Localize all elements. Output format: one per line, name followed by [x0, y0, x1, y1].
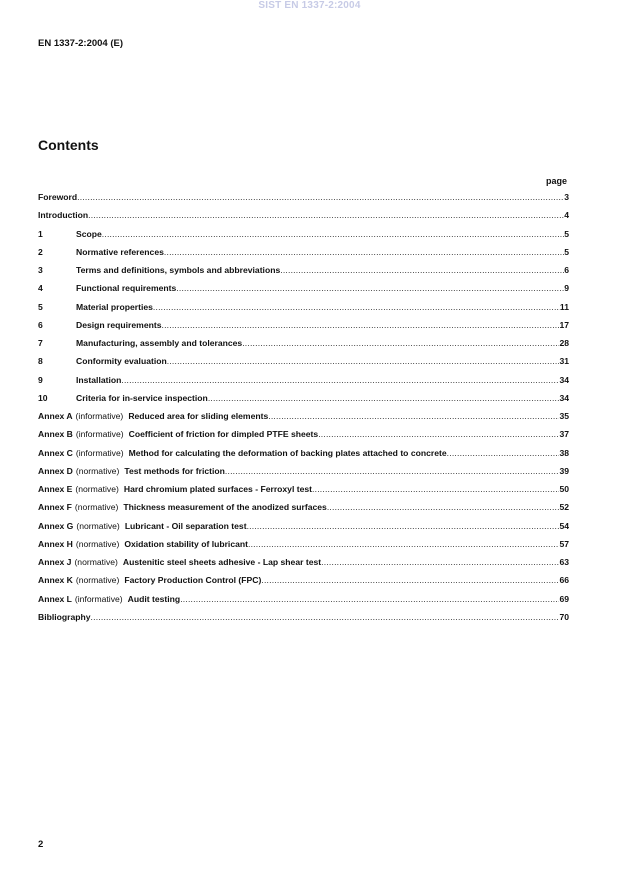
toc-entry-page: 38 — [559, 447, 569, 458]
dot-leader — [268, 411, 559, 421]
dot-leader — [247, 521, 560, 531]
toc-entry-title: Normative references — [76, 246, 164, 257]
toc-entry-annex-b[interactable] — [38, 429, 569, 447]
annex-type: (informative) — [74, 593, 123, 604]
toc-entry-clause-7[interactable] — [38, 338, 569, 356]
toc-entry-title: Lubricant - Oil separation test — [124, 520, 247, 531]
toc-entry-number: 3 — [38, 265, 43, 275]
toc-entry-title: Scope — [76, 228, 102, 239]
toc-entry-page: 69 — [559, 593, 569, 604]
toc-entry-clause-9[interactable] — [38, 375, 569, 393]
toc-entry-page: 17 — [559, 319, 569, 330]
dot-leader — [327, 502, 560, 512]
annex-type: (normative) — [75, 484, 119, 494]
annex-label: Annex G — [38, 520, 74, 531]
toc-entry-page: 52 — [559, 502, 569, 513]
toc-entry-page: 54 — [559, 520, 569, 531]
toc-entry-clause-5[interactable] — [38, 302, 569, 320]
toc-entry-clause-8[interactable] — [38, 356, 569, 374]
toc-entry-number: 10 — [38, 392, 48, 403]
page-number: 2 — [38, 839, 44, 850]
toc-entry-bibliography[interactable] — [38, 612, 569, 630]
dot-leader — [225, 466, 560, 476]
dot-leader — [153, 302, 560, 312]
page-column-label: page — [545, 176, 567, 186]
toc-entry-annex-g[interactable] — [38, 521, 569, 539]
toc-entry-annex-l[interactable] — [38, 594, 569, 612]
dot-leader — [102, 229, 564, 239]
toc-entry-number: 2 — [38, 246, 43, 257]
toc-entry-clause-10[interactable] — [38, 393, 569, 411]
toc-entry-page: 35 — [559, 411, 569, 421]
dot-leader — [167, 356, 560, 366]
toc-entry-clause-6[interactable] — [38, 320, 569, 338]
dot-leader — [180, 594, 559, 604]
toc-entry-annex-h[interactable] — [38, 539, 569, 557]
toc-entry-annex-f[interactable] — [38, 502, 569, 520]
toc-entry-page: 3 — [564, 192, 569, 202]
toc-entry-title: Coefficient of friction for dimpled PTFE sheets — [128, 429, 319, 440]
toc-entry-page: 31 — [559, 356, 569, 367]
toc-entry-title: Austenitic steel sheets adhesive - Lap shear test — [122, 557, 322, 567]
watermark: SIST EN 1337-2:2004 — [258, 0, 361, 11]
toc-entry-title: Installation — [76, 374, 122, 385]
toc-entry-page: 34 — [559, 392, 569, 403]
toc-entry-page: 28 — [559, 338, 569, 348]
document-id: EN 1337-2:2004 (E) — [38, 38, 124, 49]
table-of-contents — [38, 192, 569, 630]
annex-type: (normative) — [74, 557, 118, 567]
toc-entry-page: 5 — [564, 246, 569, 257]
annex-type: (normative) — [75, 538, 120, 549]
toc-entry-page: 5 — [564, 228, 569, 239]
dot-leader — [248, 539, 559, 549]
annex-label: Annex F — [38, 502, 72, 513]
toc-entry-page: 37 — [559, 429, 569, 440]
toc-entry-page: 50 — [559, 484, 569, 494]
toc-entry-clause-2[interactable] — [38, 247, 569, 265]
dot-leader — [176, 283, 564, 293]
annex-label: Annex K — [38, 575, 73, 586]
annex-type: (informative) — [75, 429, 124, 440]
toc-entry-page: 11 — [559, 301, 569, 312]
toc-entry-clause-1[interactable] — [38, 229, 569, 247]
toc-entry-annex-k[interactable] — [38, 575, 569, 593]
annex-label: Annex L — [38, 593, 72, 604]
toc-entry-page: 66 — [559, 575, 569, 586]
toc-entry-title: Factory Production Control (FPC) — [124, 575, 262, 586]
annex-label: Annex E — [38, 484, 73, 494]
toc-entry-title: Test methods for friction — [124, 465, 225, 476]
dot-leader — [280, 265, 564, 275]
dot-leader — [164, 247, 564, 257]
toc-entry-title: Foreword — [38, 192, 78, 202]
toc-entry-title: Audit testing — [127, 593, 181, 604]
annex-type: (informative) — [75, 447, 124, 458]
toc-entry-annex-c[interactable] — [38, 448, 569, 466]
annex-type: (normative) — [75, 465, 120, 476]
toc-entry-annex-j[interactable] — [38, 557, 569, 575]
dot-leader — [312, 484, 559, 494]
annex-label: Annex C — [38, 447, 73, 458]
toc-entry-page: 57 — [559, 538, 569, 549]
annex-type: (normative) — [76, 520, 120, 531]
annex-type: (normative) — [74, 502, 119, 513]
toc-entry-title: Introduction — [38, 210, 89, 221]
toc-entry-annex-d[interactable] — [38, 466, 569, 484]
toc-entry-annex-a[interactable] — [38, 411, 569, 429]
annex-label: Annex J — [38, 557, 72, 567]
toc-entry-number: 8 — [38, 356, 43, 367]
toc-entry-number: 5 — [38, 301, 43, 312]
annex-label: Annex B — [38, 429, 73, 440]
dot-leader — [242, 338, 559, 348]
toc-entry-title: Reduced area for sliding elements — [128, 411, 269, 421]
toc-entry-clause-4[interactable] — [38, 283, 569, 301]
annex-type: (normative) — [75, 575, 120, 586]
toc-entry-title: Design requirements — [76, 319, 162, 330]
toc-entry-title: Oxidation stability of lubricant — [124, 538, 248, 549]
toc-entry-introduction[interactable] — [38, 210, 569, 228]
toc-entry-title: Manufacturing, assembly and tolerances — [76, 338, 243, 348]
toc-entry-number: 6 — [38, 319, 43, 330]
dot-leader — [88, 210, 564, 220]
toc-entry-page: 63 — [559, 557, 569, 567]
toc-entry-number: 9 — [38, 374, 43, 385]
toc-entry-annex-e[interactable] — [38, 484, 569, 502]
annex-type: (informative) — [75, 411, 124, 421]
toc-entry-number: 4 — [38, 283, 43, 294]
page-title: Contents — [38, 137, 99, 153]
dot-leader — [318, 429, 559, 439]
toc-entry-page: 9 — [564, 283, 569, 294]
toc-entry-title: Criteria for in-service inspection — [76, 392, 208, 403]
toc-entry-title: Thickness measurement of the anodized surfaces — [123, 502, 327, 513]
toc-entry-title: Conformity evaluation — [76, 356, 167, 367]
toc-entry-title: Method for calculating the deformation of backing plates attached to concrete — [128, 447, 447, 458]
toc-entry-title: Functional requirements — [76, 283, 177, 294]
toc-entry-title: Hard chromium plated surfaces - Ferroxyl test — [123, 484, 313, 494]
toc-entry-page: 6 — [564, 265, 569, 275]
dot-leader — [447, 448, 560, 458]
dot-leader — [208, 393, 560, 403]
toc-entry-page: 34 — [559, 374, 569, 385]
toc-entry-page: 39 — [559, 465, 569, 476]
dot-leader — [91, 612, 560, 622]
annex-label: Annex H — [38, 538, 73, 549]
toc-entry-title: Terms and definitions, symbols and abbreviations — [76, 265, 281, 275]
dot-leader — [261, 575, 559, 585]
annex-label: Annex A — [38, 411, 73, 421]
toc-entry-title: Material properties — [76, 301, 153, 312]
toc-entry-title: Bibliography — [38, 611, 91, 622]
toc-entry-number: 1 — [38, 228, 43, 239]
annex-label: Annex D — [38, 465, 73, 476]
dot-leader — [121, 375, 559, 385]
toc-entry-page: 70 — [559, 611, 569, 622]
toc-entry-clause-3[interactable] — [38, 265, 569, 283]
toc-entry-page: 4 — [564, 210, 569, 221]
toc-entry-foreword[interactable] — [38, 192, 569, 210]
dot-leader — [161, 320, 559, 330]
dot-leader — [77, 192, 564, 202]
dot-leader — [321, 557, 559, 567]
toc-entry-number: 7 — [38, 338, 43, 348]
